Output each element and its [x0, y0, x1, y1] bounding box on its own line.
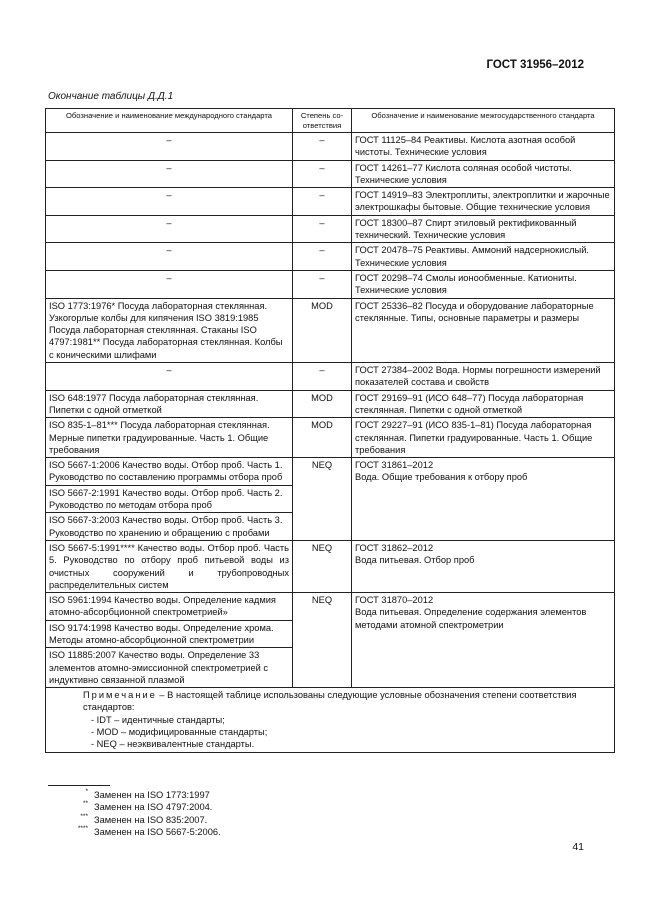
gost-cell: ГОСТ 29227–91 (ИСО 835-1–81) Посуда лабораторная стеклянная. Пипетки градуированные. Часть 1. Общие требования: [352, 418, 615, 458]
intl-cell: –: [46, 215, 293, 243]
gost-designation: ГОСТ 31862–2012: [355, 542, 434, 553]
intl-cell: ISO 648:1977 Посуда лабораторная стеклянная. Пипетки с одной отметкой: [46, 390, 293, 418]
footnote-mark: ****: [77, 825, 88, 833]
note-text: – В настоящей таблице использованы следующие условные обозначения степени соответствия стандартов:: [83, 690, 577, 713]
footnote-text: Заменен на ISO 1773:1997: [94, 790, 210, 800]
footnote-mark: ***: [80, 812, 88, 820]
intl-cell: –: [46, 188, 293, 216]
degree-cell: NEQ: [293, 593, 352, 688]
footnote: [48, 826, 221, 838]
table-row: [46, 160, 615, 188]
table-note-row: [46, 688, 615, 752]
intl-cell: ISO 5961:1994 Качество воды. Определение кадмия атомно-абсорбционной спектрометрией»: [46, 593, 293, 621]
gost-title: Вода питьевая. Отбор проб: [355, 555, 475, 566]
table-row: [46, 363, 615, 391]
gost-cell: ГОСТ 20298–74 Смолы ионообменные. Катиониты. Технические условия: [352, 270, 615, 298]
footnote-text: Заменен на ISO 5667-5:2006.: [94, 827, 221, 838]
degree-cell: –: [293, 160, 352, 188]
gost-cell: ГОСТ 20478–75 Реактивы. Аммоний надсернокислый. Технические условия: [352, 243, 615, 271]
intl-cell: ISO 835-1–81*** Посуда лабораторная стеклянная. Мерные пипетки градуированные. Часть 1. Общие требования: [46, 418, 293, 458]
gost-cell: ГОСТ 29169–91 (ИСО 648–77) Посуда лабораторная стеклянная. Пипетки с одной отметкой: [352, 390, 615, 418]
degree-cell: NEQ: [293, 540, 352, 592]
degree-cell: –: [293, 215, 352, 243]
gost-title: Вода. Общие требования к отбору проб: [355, 472, 528, 483]
degree-cell: MOD: [293, 390, 352, 418]
gost-designation: ГОСТ 31870–2012: [355, 595, 434, 606]
gost-cell: ГОСТ 18300–87 Спирт этиловый ректификованный технический. Технические условия: [352, 215, 615, 243]
note-intro: [49, 689, 611, 714]
note-item: - NEQ – неэквивалентные стандарты.: [91, 739, 255, 750]
table-row: [46, 215, 615, 243]
intl-cell: –: [46, 160, 293, 188]
note-item: - MOD – модифицированные стандарты;: [91, 727, 268, 738]
degree-cell: MOD: [293, 418, 352, 458]
gost-cell: [352, 458, 615, 541]
note-title: Примечание: [83, 690, 157, 701]
table-row: [46, 188, 615, 216]
degree-cell: –: [293, 363, 352, 391]
table-row: [46, 540, 615, 592]
table-row: [46, 133, 615, 161]
footnote-mark: **: [82, 800, 88, 808]
gost-cell: ГОСТ 25336–82 Посуда и оборудование лабораторные стеклянные. Типы, основные параметры и размеры: [352, 298, 615, 362]
table-row: [46, 298, 615, 362]
table-header-row: [46, 109, 615, 133]
gost-cell: [352, 540, 615, 592]
header-international: Обозначение и наименование международного стандарта: [46, 109, 293, 133]
degree-cell: –: [293, 133, 352, 161]
footnotes: [48, 789, 221, 839]
table-caption: Окончание таблицы Д.Д.1: [48, 91, 174, 102]
footnote-mark: *: [85, 788, 88, 795]
table-note: [46, 688, 615, 752]
table-row: [46, 418, 615, 458]
intl-cell: ISO 5667-3:2003 Качество воды. Отбор проб. Часть 3. Руководство по хранению и обращению с пробами: [46, 513, 293, 541]
footnote-text: Заменен на ISO 835:2007.: [94, 814, 208, 825]
document-id: ГОСТ 31956–2012: [486, 59, 584, 71]
gost-designation: ГОСТ 31861–2012: [355, 460, 434, 471]
degree-cell: –: [293, 243, 352, 271]
degree-cell: –: [293, 270, 352, 298]
table-row: [46, 593, 615, 621]
table-row: [46, 243, 615, 271]
gost-cell: ГОСТ 14261–77 Кислота соляная особой чистоты. Технические условия: [352, 160, 615, 188]
intl-cell: ISO 5667-1:2006 Качество воды. Отбор проб. Часть 1. Руководство по составлению программы отбора проб: [46, 458, 293, 486]
degree-cell: NEQ: [293, 458, 352, 541]
intl-cell: ISO 5667-2:1991 Качество воды. Отбор проб. Часть 2. Руководство по методам отбора проб: [46, 485, 293, 513]
intl-cell: –: [46, 133, 293, 161]
header-degree: Степень со-ответствия: [293, 109, 352, 133]
gost-cell: ГОСТ 11125–84 Реактивы. Кислота азотная особой чистоты. Технические условия: [352, 133, 615, 161]
intl-cell: ISO 1773:1976* Посуда лабораторная стеклянная. Узкогорлые колбы для кипячения ISO 3819:1985 Посуда лабораторная стеклянная. Стаканы ISO 4797:1981** Посуда лабораторная стеклянная. Колбы с коническими шлифами: [46, 298, 293, 362]
degree-cell: –: [293, 188, 352, 216]
table-row: [46, 390, 615, 418]
intl-cell: ISO 11885:2007 Качество воды. Определение 33 элементов атомно-эмиссионной спектрометрией с индуктивно связанной плазмой: [46, 648, 293, 688]
standards-table: [45, 108, 615, 753]
gost-cell: ГОСТ 27384–2002 Вода. Нормы погрешности измерений показателей состава и свойств: [352, 363, 615, 391]
gost-cell: ГОСТ 14919–83 Электроплиты, электроплитки и жарочные электрошкафы бытовые. Общие технические условия: [352, 188, 615, 216]
gost-cell: [352, 593, 615, 688]
footnote-text: Заменен на ISO 4797:2004.: [94, 802, 213, 813]
intl-cell: ISO 9174:1998 Качество воды. Определение хрома. Методы атомно-абсорбционной спектрометрии: [46, 620, 293, 648]
intl-cell: –: [46, 243, 293, 271]
header-interstate: Обозначение и наименование межгосударственного стандарта: [352, 109, 615, 133]
intl-cell: –: [46, 363, 293, 391]
gost-title: Вода питьевая. Определение содержания элементов методами атомной спектрометрии: [355, 607, 587, 630]
intl-cell: ISO 5667-5:1991**** Качество воды. Отбор проб. Часть 5. Руководство по отбору проб питьевой воды из очистных сооружений и трубопроводных распределительных систем: [46, 540, 293, 592]
page-number: 41: [572, 841, 584, 853]
degree-cell: MOD: [293, 298, 352, 362]
intl-cell: –: [46, 270, 293, 298]
note-item: - IDT – идентичные стандарты;: [91, 714, 225, 725]
table-row: [46, 270, 615, 298]
table-row: [46, 458, 615, 486]
